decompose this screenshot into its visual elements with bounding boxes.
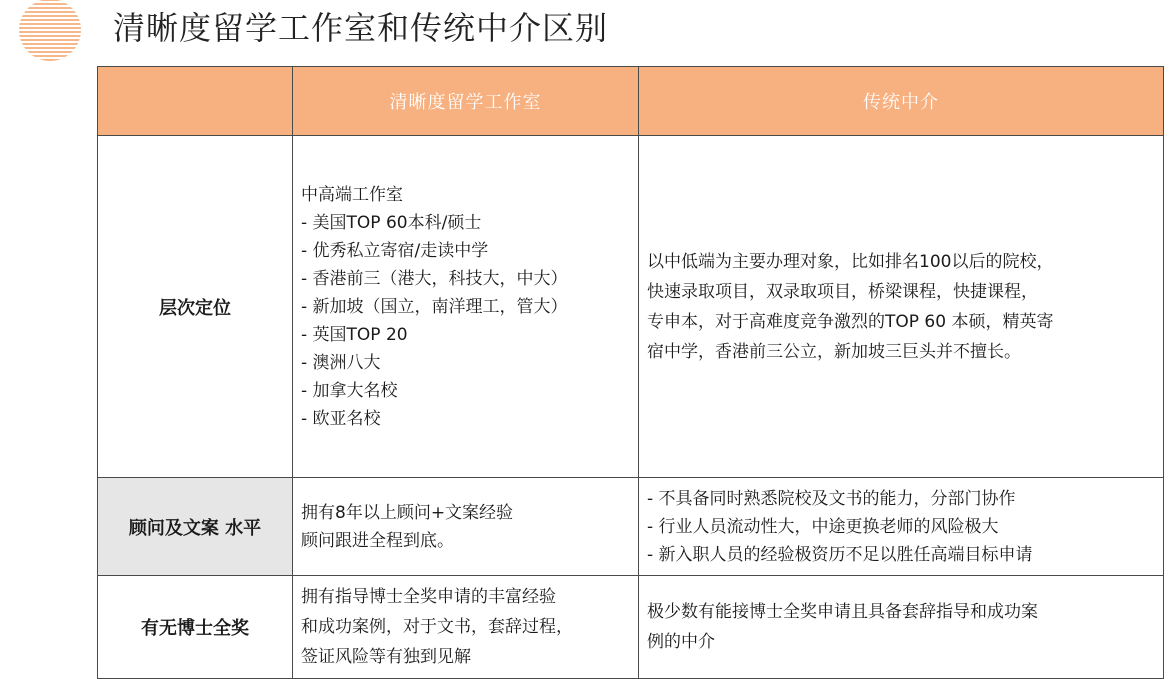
- cell-line: - 加拿大名校: [301, 380, 398, 401]
- cell-line: - 不具备同时熟悉院校及文书的能力，分部门协作: [647, 488, 1016, 509]
- agency-positioning-cell: [639, 136, 1164, 478]
- table-row: [98, 576, 1164, 679]
- cell-line: 拥有指导博士全奖申请的丰富经验: [301, 587, 556, 607]
- agency-phd-cell: [639, 576, 1164, 679]
- cell-line: - 美国TOP 60本科/硕士: [301, 212, 482, 233]
- row-label-consultant-level: 顾问及文案 水平: [98, 478, 293, 576]
- cell-line: - 新加坡（国立，南洋理工，管大）: [301, 296, 568, 317]
- agency-consultant-cell: [639, 478, 1164, 576]
- cell-line: - 行业人员流动性大，中途更换老师的风险极大: [647, 516, 999, 537]
- cell-line: - 优秀私立寄宿/走读中学: [301, 240, 489, 261]
- cell-line: - 欧亚名校: [301, 408, 381, 429]
- cell-line: 例的中介: [647, 632, 715, 652]
- cell-line: 极少数有能接博士全奖申请且具备套辞指导和成功案: [647, 602, 1038, 622]
- header-studio: 清晰度留学工作室: [293, 67, 639, 136]
- comparison-table: [97, 66, 1164, 679]
- cell-line: 以中低端为主要办理对象，比如排名100以后的院校，: [647, 251, 1054, 272]
- cell-line: 顾问跟进全程到底。: [301, 530, 454, 551]
- striped-circle-logo-icon: [19, 0, 81, 61]
- cell-line: 和成功案例，对于文书，套辞过程，: [301, 617, 573, 637]
- studio-positioning-cell: [293, 136, 639, 478]
- header-label-cell: [98, 67, 293, 136]
- row-label-phd-scholarship: 有无博士全奖: [98, 576, 293, 679]
- header-traditional-agency: 传统中介: [639, 67, 1164, 136]
- cell-line: 快速录取项目，双录取项目，桥梁课程，快捷课程，: [647, 281, 1038, 302]
- table-row: [98, 136, 1164, 478]
- cell-line: 签证风险等有独到见解: [301, 647, 471, 667]
- cell-line: 拥有8年以上顾问+文案经验: [301, 502, 514, 523]
- studio-consultant-cell: [293, 478, 639, 576]
- page-title: 清晰度留学工作室和传统中介区别: [113, 9, 609, 47]
- cell-line: - 香港前三（港大，科技大，中大）: [301, 268, 568, 289]
- cell-line: 宿中学，香港前三公立，新加坡三巨头并不擅长。: [647, 341, 1021, 362]
- cell-line: 中高端工作室: [301, 184, 403, 205]
- cell-line: - 澳洲八大: [301, 352, 381, 373]
- studio-phd-cell: [293, 576, 639, 679]
- table-row: [98, 478, 1164, 576]
- cell-line: - 英国TOP 20: [301, 324, 408, 345]
- table-header-row: [98, 67, 1164, 136]
- row-label-positioning: 层次定位: [98, 136, 293, 478]
- cell-line: 专申本，对于高难度竞争激烈的TOP 60 本硕，精英寄: [647, 311, 1054, 332]
- cell-line: - 新入职人员的经验极资历不足以胜任高端目标申请: [647, 544, 1033, 565]
